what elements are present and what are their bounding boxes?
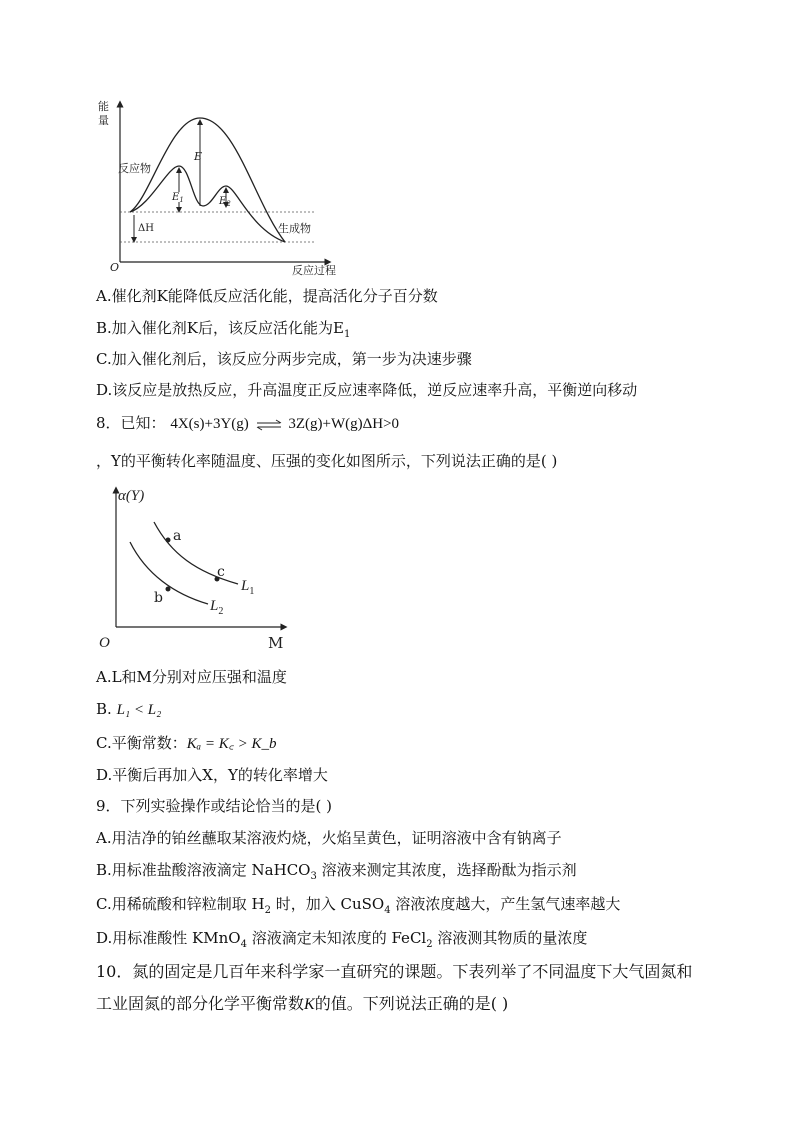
- y-axis-label-2: 量: [98, 114, 109, 127]
- q10-line-2: [96, 994, 508, 1015]
- E2-label: $E_2$: [219, 196, 231, 208]
- curve-L2: [130, 542, 208, 604]
- q9-stem: 9．下列实验操作或结论恰当的是( ): [96, 797, 333, 815]
- conversion-chart: [96, 482, 296, 652]
- q9-option-b-text2: 溶液来测定其浓度，选择酚酞为指示剂: [316, 861, 577, 879]
- E-label: E: [194, 150, 203, 163]
- q9-option-d-sub1: 4: [240, 939, 247, 950]
- q7-option-b-text: B.加入催化剂K后，该反应活化能为E: [96, 319, 344, 337]
- L1-label: $L_1$: [241, 578, 255, 597]
- q8-option-c-prefix: C.平衡常数：: [96, 734, 187, 752]
- equilibrium-arrow-icon: [254, 417, 284, 431]
- point-a-label: a: [173, 528, 182, 544]
- q9-option-c-text2: 时，加入 CuSO: [270, 895, 385, 913]
- origin-label: O: [99, 635, 110, 651]
- q8-option-c: [96, 733, 277, 754]
- q7-option-b-sub: 1: [343, 329, 351, 340]
- product-label: 生成物: [278, 222, 311, 235]
- q8-option-a: A.L和M分别对应压强和温度: [96, 668, 287, 686]
- q8-equation-left: 4X(s)+3Y(g): [170, 416, 249, 432]
- x-axis-label: M: [268, 634, 284, 652]
- q10-line-2-text1: 工业固氮的部分化学平衡常数: [96, 994, 305, 1013]
- dH-label: ΔH: [138, 223, 154, 234]
- q9-option-c: [96, 894, 620, 921]
- point-b: [166, 587, 171, 592]
- y-axis-label: α(Y): [118, 488, 145, 504]
- q10-line-1: 10．氮的固定是几百年来科学家一直研究的课题。下表列举了不同温度下大气固氮和: [96, 962, 693, 981]
- q8-option-d: D.平衡后再加入X，Y的转化率增大: [96, 766, 328, 784]
- q9-option-c-text3: 溶液浓度越大，产生氢气速率越大: [390, 895, 621, 913]
- q9-option-b: [96, 860, 577, 887]
- q7-option-c: C.加入催化剂后，该反应分两步完成，第一步为决速步骤: [96, 350, 472, 368]
- q7-option-a: A.催化剂K能降低反应活化能，提高活化分子百分数: [96, 287, 438, 305]
- y-axis-label-1: 能: [98, 100, 109, 113]
- q9-option-d-text1: D.用标准酸性 KMnO: [96, 929, 241, 947]
- E1-label: $E_1$: [172, 192, 184, 204]
- point-b-label: b: [154, 590, 163, 606]
- curve-L1: [154, 522, 238, 584]
- q9-option-a: A.用洁净的铂丝蘸取某溶液灼烧，火焰呈黄色，证明溶液中含有钠离子: [96, 829, 562, 847]
- q8-number: 8．已知：: [96, 414, 166, 432]
- q7-option-b: [96, 318, 350, 345]
- q9-option-c-sub1: 2: [264, 905, 271, 916]
- q9-option-b-text1: B.用标准盐酸溶液滴定 NaHCO: [96, 861, 311, 879]
- q10-line-2-text2: 的值。下列说法正确的是( ): [314, 994, 509, 1013]
- q9-option-c-text1: C.用稀硫酸和锌粒制取 H: [96, 895, 265, 913]
- q9-option-d-text3: 溶液测其物质的量浓度: [432, 929, 588, 947]
- q8-option-c-math: Kₐ = K꜀ > K_b: [186, 736, 277, 752]
- x-axis-label: 反应过程: [292, 264, 336, 277]
- q7-option-d: D.该反应是放热反应，升高温度正反应速率降低，逆反应速率升高，平衡逆向移动: [96, 381, 638, 399]
- q8-equation-right: 3Z(g)+W(g)ΔH>0: [288, 416, 400, 432]
- energy-profile-diagram: [90, 94, 350, 278]
- q9-option-d-sub2: 2: [426, 939, 433, 950]
- reactant-label: 反应物: [118, 162, 151, 175]
- origin-label: O: [110, 261, 120, 274]
- q9-option-d: [96, 928, 587, 955]
- q8-equation-line: [96, 413, 399, 434]
- q8-option-b: [96, 699, 161, 720]
- point-a: [166, 538, 171, 543]
- point-c-label: c: [217, 564, 225, 580]
- L2-label: $L_2$: [210, 598, 224, 617]
- q8-option-b-prefix: B.: [96, 700, 117, 718]
- q9-option-b-sub: 3: [310, 871, 317, 882]
- q8-option-b-math: L₁ < L₂: [116, 702, 162, 718]
- q9-option-d-text2: 溶液滴定未知浓度的 FeCl: [246, 929, 427, 947]
- q9-option-c-sub2: 4: [384, 905, 391, 916]
- q10-line-2-K: K: [304, 996, 315, 1013]
- q8-stem: ，Y的平衡转化率随温度、压强的变化如图所示，下列说法正确的是( ): [96, 452, 558, 470]
